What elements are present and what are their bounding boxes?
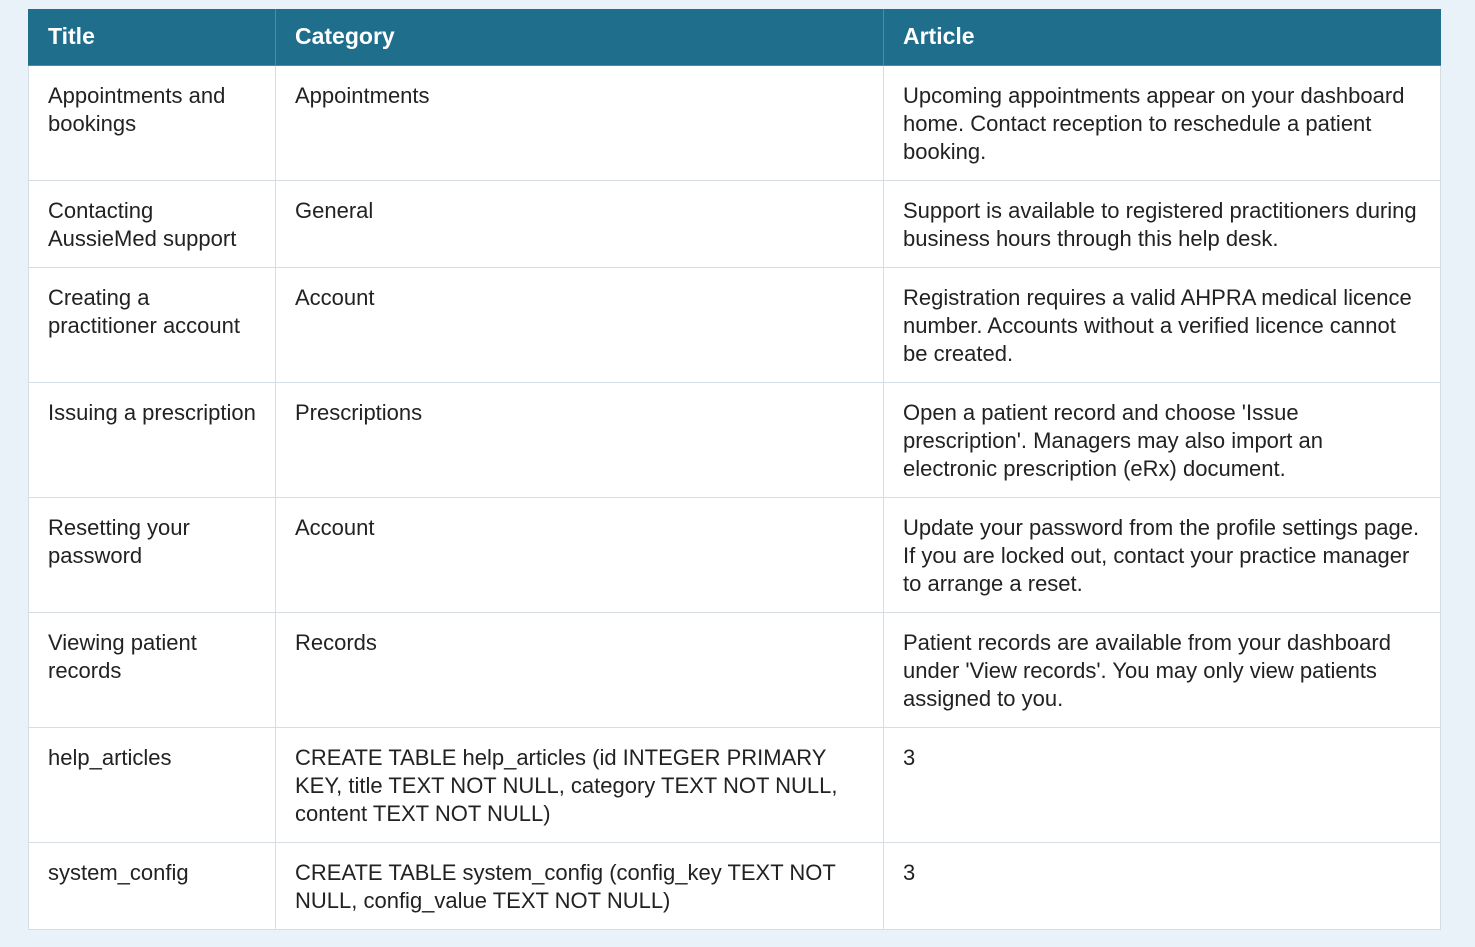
help-articles-table: [28, 9, 1441, 930]
table-row: [29, 65, 1441, 180]
cell-category: Records: [276, 612, 884, 727]
cell-article: Update your password from the profile settings page. If you are locked out, contact your practice manager to arrange a reset.: [884, 497, 1441, 612]
cell-title: Resetting your password: [29, 497, 276, 612]
column-header-article[interactable]: Article: [884, 9, 1441, 65]
cell-title: Creating a practitioner account: [29, 267, 276, 382]
cell-title: Viewing patient records: [29, 612, 276, 727]
table-row: [29, 497, 1441, 612]
cell-category: Account: [276, 497, 884, 612]
cell-category: CREATE TABLE help_articles (id INTEGER PRIMARY KEY, title TEXT NOT NULL, category TEXT NOT NULL, content TEXT NOT NULL): [276, 727, 884, 842]
cell-article: 3: [884, 727, 1441, 842]
cell-article: Open a patient record and choose 'Issue prescription'. Managers may also import an electronic prescription (eRx) document.: [884, 382, 1441, 497]
cell-category: Account: [276, 267, 884, 382]
cell-article: Patient records are available from your dashboard under 'View records'. You may only view patients assigned to you.: [884, 612, 1441, 727]
cell-title: Issuing a prescription: [29, 382, 276, 497]
help-articles-table-container: [28, 9, 1440, 930]
table-row: [29, 842, 1441, 929]
cell-title: help_articles: [29, 727, 276, 842]
cell-article: Upcoming appointments appear on your dashboard home. Contact reception to reschedule a patient booking.: [884, 65, 1441, 180]
cell-category: CREATE TABLE system_config (config_key TEXT NOT NULL, config_value TEXT NOT NULL): [276, 842, 884, 929]
cell-article: 3: [884, 842, 1441, 929]
cell-title: Appointments and bookings: [29, 65, 276, 180]
cell-title: Contacting AussieMed support: [29, 180, 276, 267]
table-row: [29, 382, 1441, 497]
table-row: [29, 727, 1441, 842]
table-body: [29, 65, 1441, 929]
cell-article: Registration requires a valid AHPRA medical licence number. Accounts without a verified licence cannot be created.: [884, 267, 1441, 382]
column-header-category[interactable]: Category: [276, 9, 884, 65]
cell-category: Appointments: [276, 65, 884, 180]
cell-category: General: [276, 180, 884, 267]
table-row: [29, 180, 1441, 267]
table-header: [29, 9, 1441, 65]
column-header-title[interactable]: Title: [29, 9, 276, 65]
cell-category: Prescriptions: [276, 382, 884, 497]
table-row: [29, 267, 1441, 382]
cell-title: system_config: [29, 842, 276, 929]
cell-article: Support is available to registered practitioners during business hours through this help desk.: [884, 180, 1441, 267]
header-row: [29, 9, 1441, 65]
table-row: [29, 612, 1441, 727]
